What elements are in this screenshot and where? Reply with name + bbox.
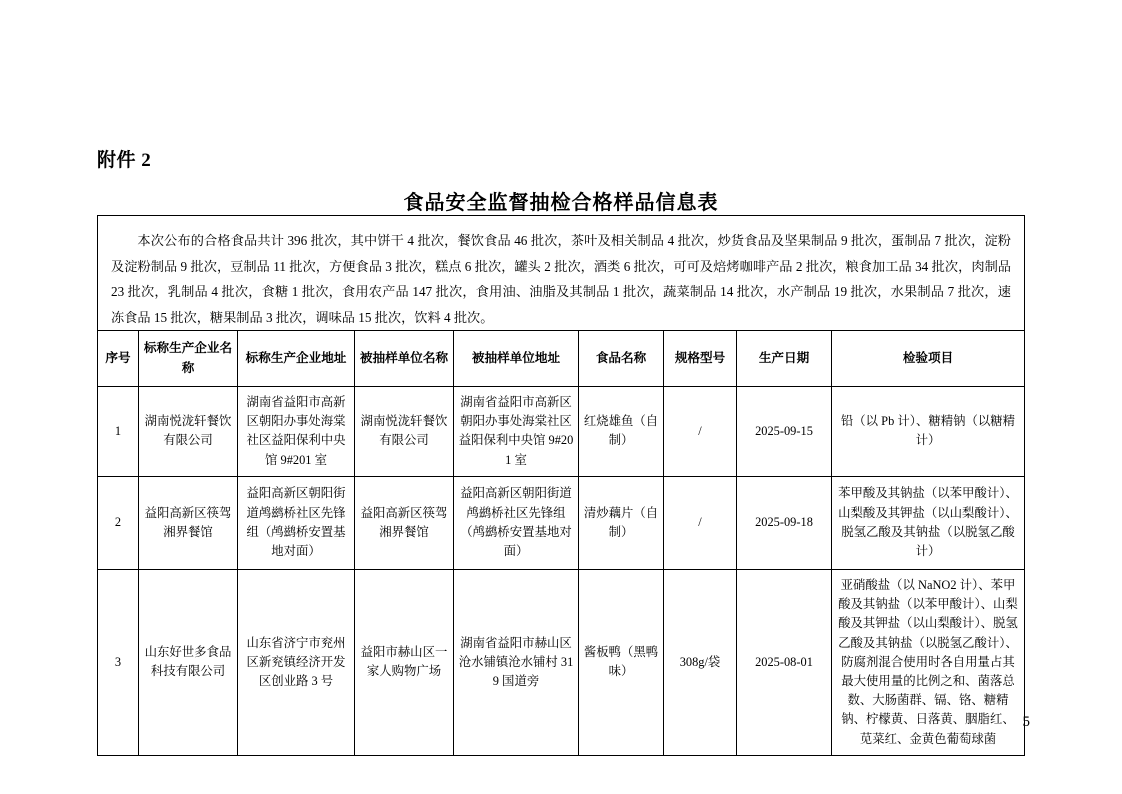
summary-box	[97, 215, 1025, 341]
page-title: 食品安全监督抽检合格样品信息表	[403, 192, 719, 214]
cell-spec: /	[664, 476, 737, 569]
table-row	[98, 476, 1025, 569]
column-header-sample-unit-address: 被抽样单位地址	[454, 331, 579, 387]
cell-test-items: 亚硝酸盐（以 NaNO2 计）、苯甲酸及其钠盐（以苯甲酸计）、山梨酸及其钾盐（以山梨酸计）、脱氢乙酸及其钠盐（以脱氢乙酸计）、防腐剂混合使用时各自用量占其最大使用量的比例之和、菌落总数、大肠菌群、镉、铬、糖精钠、柠檬黄、日落黄、胭脂红、苋菜红、金黄色葡萄球菌	[832, 569, 1025, 755]
sample-info-table	[97, 330, 1025, 756]
cell-sample-unit: 益阳市赫山区一家人购物广场	[355, 569, 454, 755]
cell-enterprise-address: 益阳高新区朝阳街道鸬鹚桥社区先锋组（鸬鹚桥安置基地对面）	[238, 476, 355, 569]
cell-enterprise-name: 湖南悦泷轩餐饮有限公司	[139, 387, 238, 477]
cell-sample-unit-address: 湖南省益阳市高新区朝阳办事处海棠社区益阳保利中央馆 9#201 室	[454, 387, 579, 477]
cell-production-date: 2025-08-01	[737, 569, 832, 755]
column-header-sample-unit: 被抽样单位名称	[355, 331, 454, 387]
column-header-spec: 规格型号	[664, 331, 737, 387]
cell-enterprise-address: 山东省济宁市兖州区新兖镇经济开发区创业路 3 号	[238, 569, 355, 755]
cell-index: 2	[98, 476, 139, 569]
table-row	[98, 387, 1025, 477]
column-header-enterprise-name: 标称生产企业名称	[139, 331, 238, 387]
cell-enterprise-address: 湖南省益阳市高新区朝阳办事处海棠社区益阳保利中央馆 9#201 室	[238, 387, 355, 477]
cell-food-name: 红烧雄鱼（自制）	[579, 387, 664, 477]
cell-spec: /	[664, 387, 737, 477]
column-header-test-items: 检验项目	[832, 331, 1025, 387]
summary-text: 本次公布的合格食品共计 396 批次，其中饼干 4 批次，餐饮食品 46 批次，茶叶及相关制品 4 批次，炒货食品及坚果制品 9 批次，蛋制品 7 批次，淀粉及淀粉制品 9 批次，豆制品 11 批次，方便食品 3 批次，糕点 6 批次，罐头 2 批次，酒类 6 批次，可可及焙烤咖啡产品 2 批次，粮食加工品 34 批次，肉制品 23 批次，乳制品 4 批次，食糖 1 批次，食用农产品 147 批次，食用油、油脂及其制品 1 批次，蔬菜制品 14 批次，水产制品 19 批次，水果制品 7 批次，速冻食品 15 批次，糖果制品 3 批次，调味品 15 批次，饮料 4 批次。	[111, 233, 1011, 326]
attachment-label: 附件 2	[97, 150, 152, 171]
cell-index: 3	[98, 569, 139, 755]
cell-test-items: 铅（以 Pb 计）、糖精钠（以糖精计）	[832, 387, 1025, 477]
cell-production-date: 2025-09-18	[737, 476, 832, 569]
column-header-index: 序号	[98, 331, 139, 387]
column-header-enterprise-address: 标称生产企业地址	[238, 331, 355, 387]
cell-sample-unit: 益阳高新区筷驾湘界餐馆	[355, 476, 454, 569]
table-row	[98, 569, 1025, 755]
cell-sample-unit-address: 湖南省益阳市赫山区沧水铺镇沧水铺村 319 国道旁	[454, 569, 579, 755]
column-header-production-date: 生产日期	[737, 331, 832, 387]
cell-food-name: 酱板鸭（黑鸭味）	[579, 569, 664, 755]
column-header-food-name: 食品名称	[579, 331, 664, 387]
cell-food-name: 清炒藕片（自制）	[579, 476, 664, 569]
cell-enterprise-name: 山东好世多食品科技有限公司	[139, 569, 238, 755]
cell-sample-unit: 湖南悦泷轩餐饮有限公司	[355, 387, 454, 477]
page-number: 5	[1022, 714, 1030, 730]
cell-sample-unit-address: 益阳高新区朝阳街道鸬鹚桥社区先锋组（鸬鹚桥安置基地对面）	[454, 476, 579, 569]
cell-index: 1	[98, 387, 139, 477]
cell-enterprise-name: 益阳高新区筷驾湘界餐馆	[139, 476, 238, 569]
cell-production-date: 2025-09-15	[737, 387, 832, 477]
cell-spec: 308g/袋	[664, 569, 737, 755]
table-header-row	[98, 331, 1025, 387]
cell-test-items: 苯甲酸及其钠盐（以苯甲酸计）、山梨酸及其钾盐（以山梨酸计）、脱氢乙酸及其钠盐（以脱氢乙酸计）	[832, 476, 1025, 569]
